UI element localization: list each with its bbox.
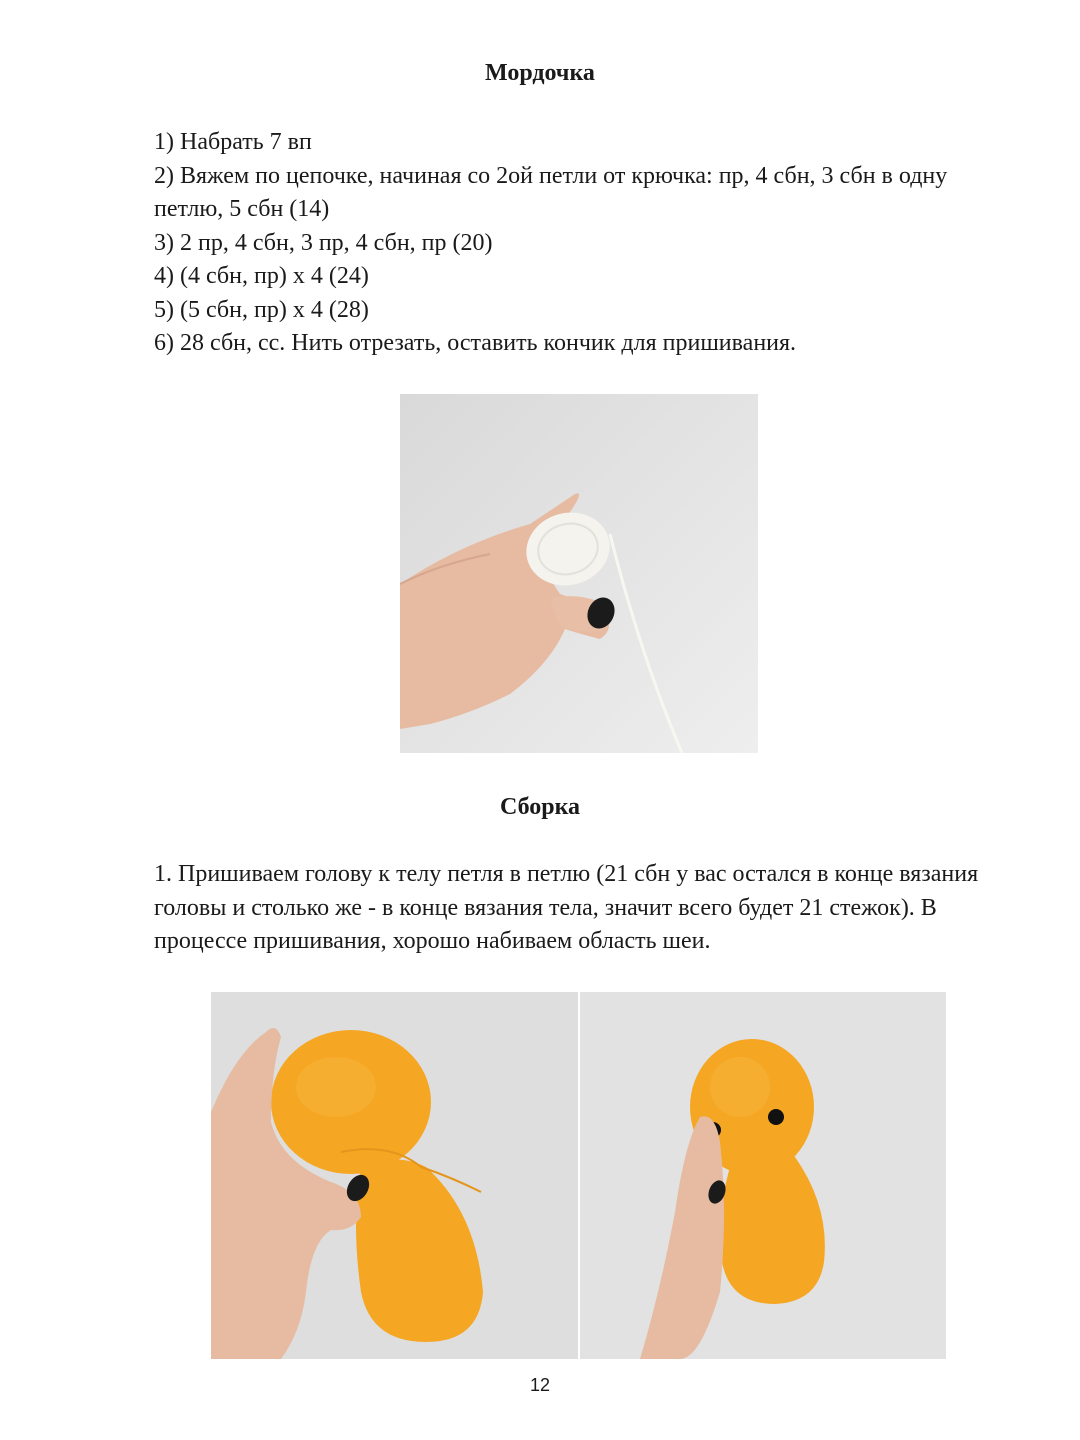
face-step: 6) 28 сбн, сс. Нить отрезать, оставить кончик для пришивания. — [154, 330, 797, 356]
face-step: 2) Вяжем по цепочке, начиная со 2ой петли от крючка: пр, 4 сбн, 3 сбн в одну петлю, 5 сбн (14) — [154, 162, 948, 222]
photo-face-piece — [400, 394, 758, 753]
assembly-step: 1. Пришиваем голову к телу петля в петлю (21 сбн у вас остался в конце вязания головы и столько же - в конце вязания тела, значит всего будет 21 стежок). В процессе пришивания, хорошо набиваем область шеи. — [154, 861, 979, 954]
face-step: 5) (5 сбн, пр) х 4 (28) — [154, 296, 369, 323]
face-step: 3) 2 пр, 4 сбн, 3 пр, 4 сбн, пр (20) — [154, 229, 493, 256]
photo-sewing-head — [211, 992, 578, 1359]
assembly-steps-list — [154, 858, 1004, 959]
face-steps-list — [154, 126, 1004, 361]
photo-assembled-toy — [580, 992, 946, 1359]
page-number: 12 — [529, 1375, 551, 1395]
section-title-face: Мордочка — [485, 60, 595, 86]
section-title-assembly: Сборка — [499, 794, 581, 820]
face-step: 1) Набрать 7 вп — [154, 129, 312, 155]
face-step: 4) (4 сбн, пр) х 4 (24) — [154, 263, 369, 289]
